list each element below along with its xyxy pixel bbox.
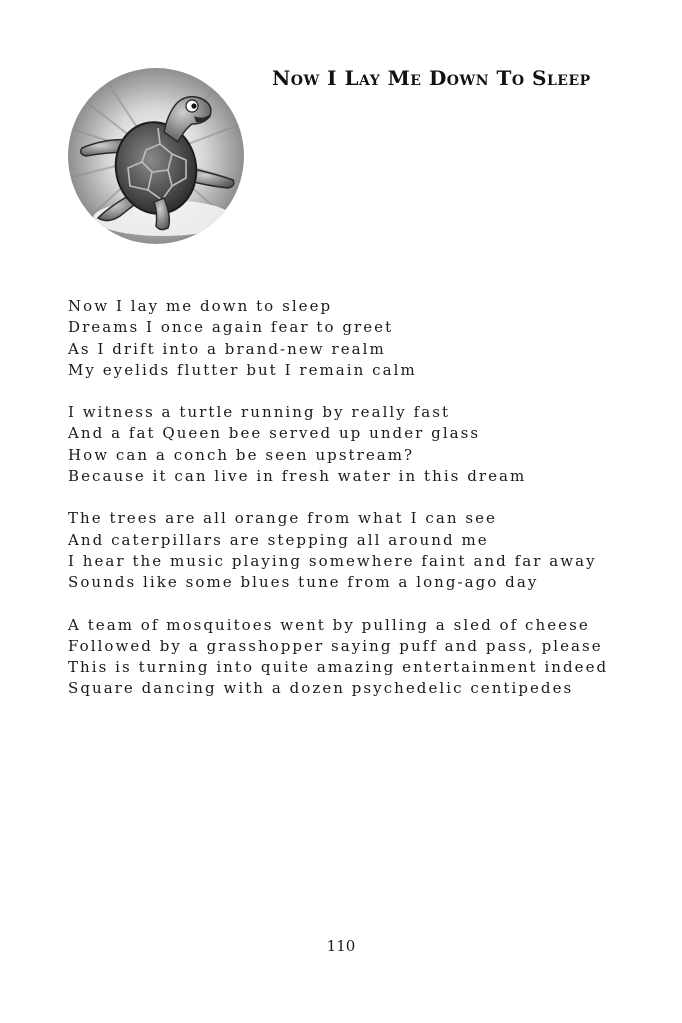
poem-line: How can a conch be seen upstream? — [68, 445, 415, 464]
poem-body — [68, 296, 628, 721]
running-turtle-icon — [68, 68, 244, 244]
stanza — [68, 508, 628, 593]
poem-line: My eyelids flutter but I remain calm — [68, 360, 417, 379]
poem-line: Sounds like some blues tune from a long-ago day — [68, 573, 539, 592]
poem-line: And a fat Queen bee served up under glass — [68, 424, 481, 443]
page-number: 110 — [326, 937, 356, 955]
poem-line: A team of mosquitoes went by pulling a sled of cheese — [68, 615, 590, 634]
poem-line: Because it can live in fresh water in this dream — [68, 467, 527, 486]
poem-line: Square dancing with a dozen psychedelic centipedes — [68, 679, 574, 698]
poem-line: As I drift into a brand-new realm — [68, 339, 386, 358]
poem-line: And caterpillars are stepping all around me — [68, 530, 489, 549]
poem-line: The trees are all orange from what I can see — [68, 509, 497, 528]
poem-line: I hear the music playing somewhere faint and far away — [68, 551, 597, 570]
poem-line: I witness a turtle running by really fast — [68, 403, 451, 422]
poem-title: Now I Lay Me Down To Sleep — [272, 66, 591, 90]
stanza — [68, 615, 628, 700]
poem-line: Followed by a grasshopper saying puff and pass, please — [68, 636, 603, 655]
stanza — [68, 402, 628, 487]
turtle-illustration — [68, 68, 244, 244]
poem-line: Now I lay me down to sleep — [68, 297, 333, 315]
stanza — [68, 296, 628, 381]
poem-line: This is turning into quite amazing entertainment indeed — [68, 658, 609, 677]
poem-line: Dreams I once again fear to greet — [68, 318, 394, 337]
